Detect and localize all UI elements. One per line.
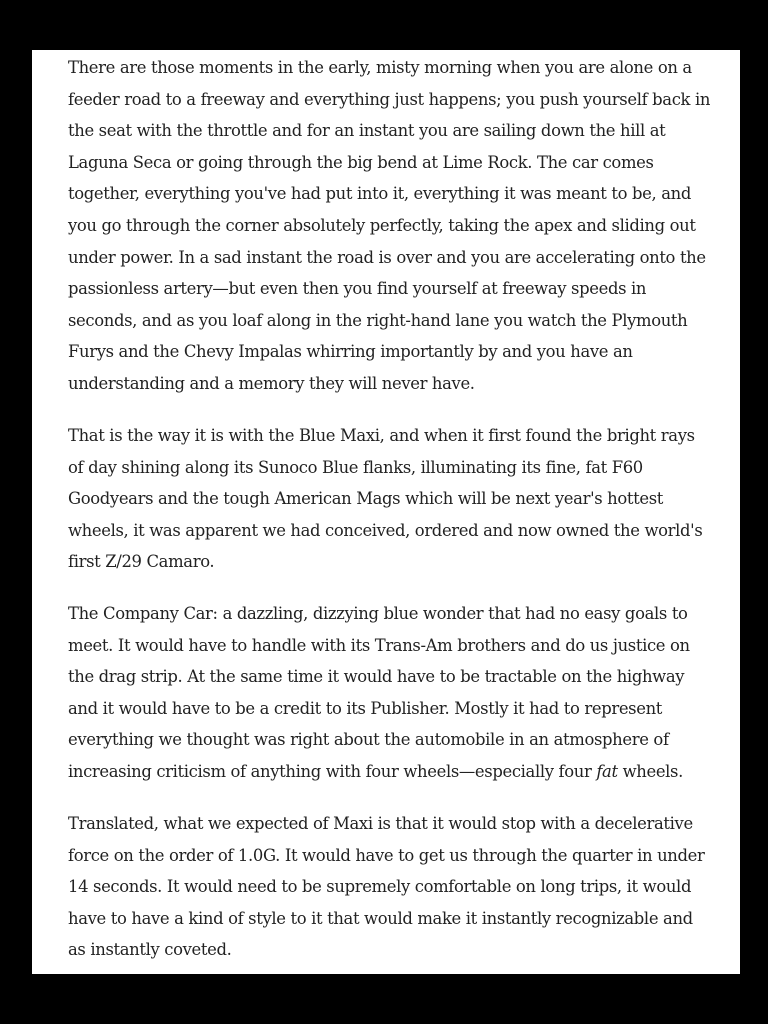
paragraph-4: Translated, what we expected of Maxi is that it would stop with a decelerative force on the order of 1.0G. It would have to get us through the quarter in under 14 seconds. It would need to be supremely comfortable on long trips, it would have to have a kind of style to it that would make it instantly recognizable and as instantly coveted. <box>68 814 705 960</box>
paragraph-3-text-end: wheels. <box>617 761 683 781</box>
paragraph-1: There are those moments in the early, misty morning when you are alone on a feeder road to a freeway and everything just happens; you push yourself back in the seat with the throttle and for an instant you are sailing down the hill at Laguna Seca or going through the big bend at Lime Rock. The car comes together, everything you've had put into it, everything it was meant to be, and you go through the corner absolutely perfectly, taking the apex and sliding out under power. In a sad instant the road is over and you are accelerating onto the passionless artery—but even then you find yourself at freeway speeds in seconds, and as you loaf along in the right-hand lane you watch the Plymouth Furys and the Chevy Impalas whirring importantly by and you have an understanding and a memory they will never have. <box>68 58 711 393</box>
paragraph-3-text-start: The Company Car: a dazzling, dizzying blue wonder that had no easy goals to meet. It would have to handle with its Trans-Am brothers and do us justice on the drag strip. At the same time it would have to be tractable on the highway and it would have to be a credit to its Publisher. Mostly it had to represent everything we thought was right about the automobile in an atmosphere of increasing criticism of anything with four wheels—especially four <box>68 604 690 781</box>
paragraph-3-italic-word: fat <box>596 761 618 781</box>
paragraph-2: That is the way it is with the Blue Maxi, and when it first found the bright rays of day shining along its Sunoco Blue flanks, illuminating its fine, fat F60 Goodyears and the tough American Mags which will be next year's hottest wheels, it was apparent we had conceived, ordered and now owned the world's first Z/29 Camaro. <box>68 426 703 572</box>
paragraph-3 <box>68 598 732 788</box>
document-page <box>32 50 740 974</box>
